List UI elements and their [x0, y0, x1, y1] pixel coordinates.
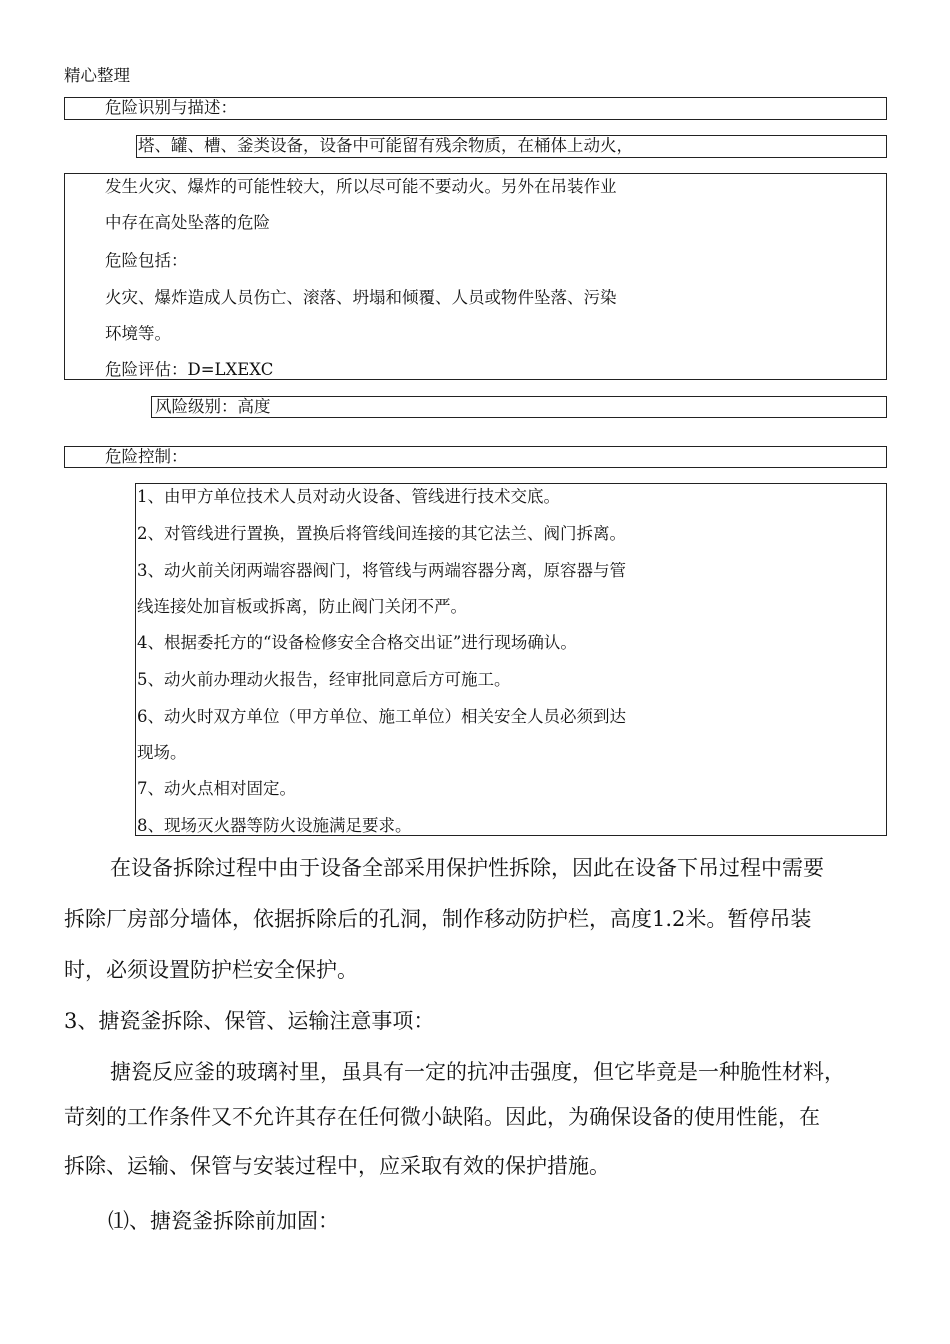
control-item: 1、由甲方单位技术人员对动火设备、管线进行技术交底。 — [137, 487, 560, 506]
hazard-control-heading: 危险控制： — [105, 447, 188, 466]
body-paragraph-line: 搪瓷反应釜的玻璃衬里，虽具有一定的抗冲击强度，但它毕竟是一种脆性材料， — [110, 1060, 845, 1084]
hazard-first-line: 塔、罐、槽、釜类设备，设备中可能留有残余物质，在桶体上动火， — [138, 136, 633, 155]
body-paragraph-line: 拆除厂房部分墙体，依据拆除后的孔洞，制作移动防护栏，高度1.2米。暂停吊装 — [64, 907, 812, 931]
hazard-line: 发生火灾、爆炸的可能性较大，所以尽可能不要动火。另外在吊装作业 — [105, 177, 617, 196]
hazard-control-heading-box — [64, 446, 887, 468]
hazard-assessment: 危险评估：D=LXEXC — [105, 360, 274, 379]
risk-level: 风险级别：高度 — [155, 397, 271, 416]
control-item: 8、现场灭火器等防火设施满足要求。 — [137, 816, 412, 835]
hazard-identification-heading-box — [64, 97, 887, 120]
subsection-heading: ⑴、搪瓷釜拆除前加固： — [108, 1209, 339, 1233]
control-item: 4、根据委托方的“设备检修安全合格交出证”进行现场确认。 — [137, 633, 577, 652]
control-item: 6、动火时双方单位（甲方单位、施工单位）相关安全人员必须到达 — [137, 707, 626, 726]
page-header: 精心整理 — [64, 66, 130, 85]
hazard-line: 环境等。 — [105, 324, 171, 343]
hazard-description-box — [64, 173, 887, 380]
risk-level-box — [151, 396, 887, 418]
body-paragraph-line: 在设备拆除过程中由于设备全部采用保护性拆除，因此在设备下吊过程中需要 — [110, 856, 824, 880]
control-item: 3、动火前关闭两端容器阀门，将管线与两端容器分离，原容器与管 — [137, 561, 626, 580]
control-item: 5、动火前办理动火报告，经审批同意后方可施工。 — [137, 670, 511, 689]
hazard-line: 火灾、爆炸造成人员伤亡、滚落、坍塌和倾覆、人员或物件坠落、污染 — [105, 288, 617, 307]
hazard-control-list-box — [135, 483, 887, 836]
body-paragraph-line: 拆除、运输、保管与安装过程中，应采取有效的保护措施。 — [64, 1154, 610, 1178]
control-item: 2、对管线进行置换，置换后将管线间连接的其它法兰、阀门拆离。 — [137, 524, 626, 543]
hazard-line: 中存在高处坠落的危险 — [105, 213, 270, 232]
section-heading: 3、搪瓷釜拆除、保管、运输注意事项： — [64, 1009, 435, 1033]
hazard-first-line-box — [136, 135, 887, 158]
body-paragraph-line: 苛刻的工作条件又不允许其存在任何微小缺陷。因此，为确保设备的使用性能，在 — [64, 1105, 820, 1129]
control-item: 7、动火点相对固定。 — [137, 779, 296, 798]
hazard-line: 危险包括： — [105, 251, 188, 270]
hazard-identification-heading: 危险识别与描述： — [105, 98, 237, 117]
control-item: 线连接处加盲板或拆离，防止阀门关闭不严。 — [137, 597, 467, 616]
body-paragraph-line: 时，必须设置防护栏安全保护。 — [64, 958, 358, 982]
control-item: 现场。 — [137, 743, 187, 762]
